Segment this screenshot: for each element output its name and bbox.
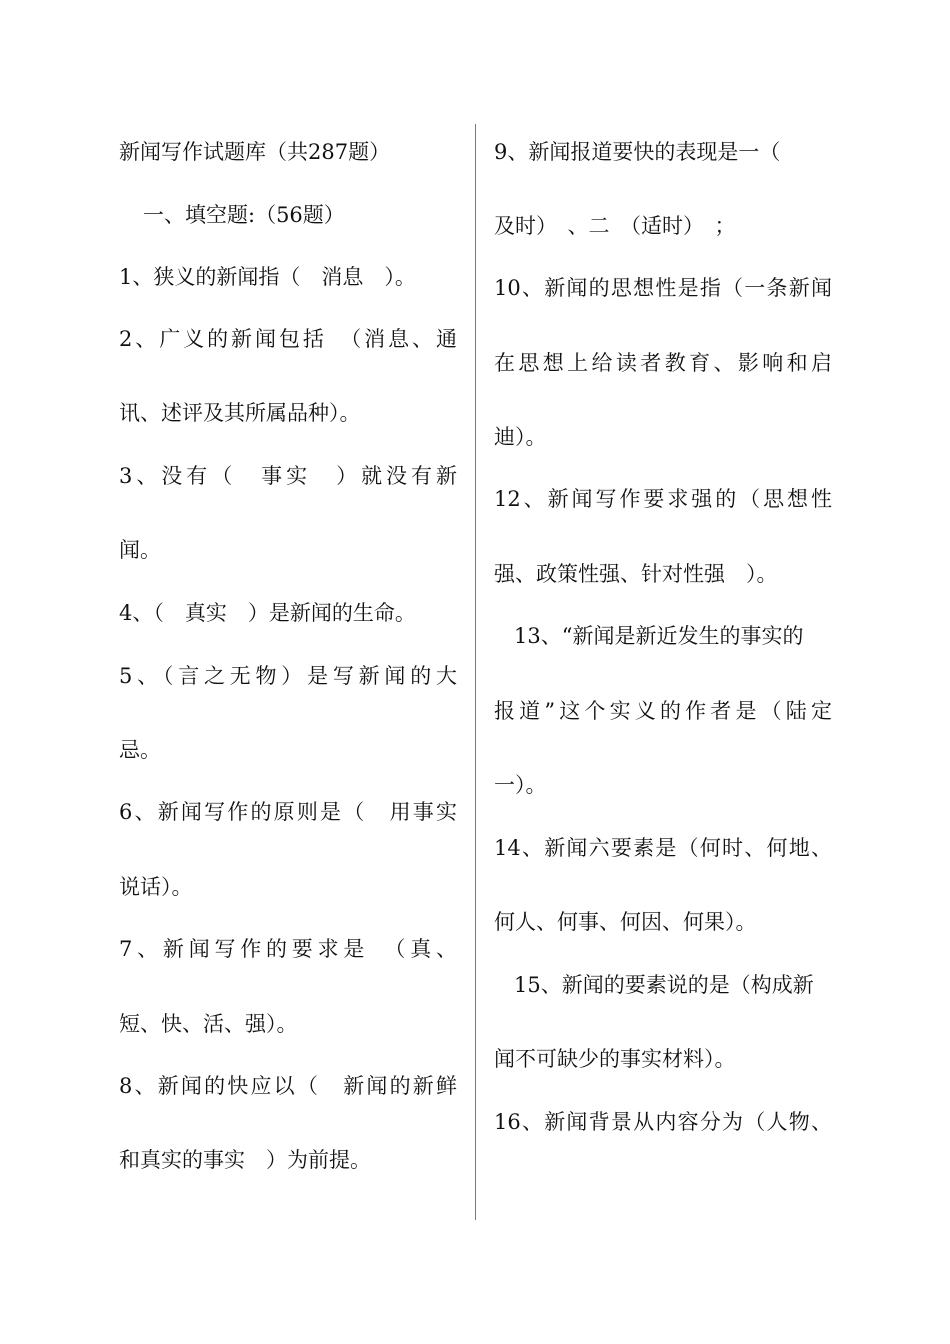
question-9-line-2: 及时） 、二 （适时） ； xyxy=(494,214,736,238)
question-5-line-2: 忌。 xyxy=(119,738,161,762)
question-13-line-3: 一）。 xyxy=(494,773,547,797)
question-7-line-2: 短、快、活、强）。 xyxy=(119,1012,298,1036)
question-3-line-2: 闻。 xyxy=(119,538,161,562)
question-15-line-1: 15、新闻的要素说的是（构成新 xyxy=(514,973,814,997)
question-14-line-2: 何人、何事、何因、何果）。 xyxy=(494,910,757,934)
question-7-line-1: 7、新闻写作的要求是 （真、 xyxy=(119,937,457,961)
question-10-line-1: 10、新闻的思想性是指（一条新闻 xyxy=(494,276,832,300)
question-6-line-2: 说话）。 xyxy=(119,875,193,899)
question-6-line-1: 6、新闻写作的原则是（ 用事实 xyxy=(119,800,457,824)
question-15-line-2: 闻不可缺少的事实材料）。 xyxy=(494,1047,736,1071)
question-9-line-1: 9、新闻报道要快的表现是一（ xyxy=(494,140,781,164)
section-heading: 一、填空题:（56题） xyxy=(143,203,345,227)
question-12-line-2: 强、政策性强、针对性强 ）。 xyxy=(494,562,778,586)
question-3-line-1: 3、没有（ 事实 ）就没有新 xyxy=(119,464,457,488)
question-12-line-1: 12、新闻写作要求强的（思想性 xyxy=(494,487,832,511)
question-1: 1、狭义的新闻指（ 消息 ）。 xyxy=(119,265,416,289)
question-5-line-1: 5、（言之无物）是写新闻的大 xyxy=(119,664,457,688)
question-10-line-3: 迪）。 xyxy=(494,425,547,449)
column-divider xyxy=(475,124,476,1220)
question-16-line-1: 16、新闻背景从内容分为（人物、 xyxy=(494,1110,832,1134)
question-10-line-2: 在思想上给读者教育、影响和启 xyxy=(494,351,832,375)
question-4: 4、（ 真实 ）是新闻的生命。 xyxy=(119,601,416,625)
question-13-line-2: 报道”这个实义的作者是（陆定 xyxy=(494,699,832,723)
question-8-line-1: 8、新闻的快应以（ 新闻的新鲜 xyxy=(119,1074,457,1098)
question-2-line-1: 2、广义的新闻包括 （消息、通 xyxy=(119,327,457,351)
question-8-line-2: 和真实的事实 ）为前提。 xyxy=(119,1148,371,1172)
document-title: 新闻写作试题库（共287题） xyxy=(119,140,391,164)
question-2-line-2: 讯、述评及其所属品种）。 xyxy=(119,401,361,425)
question-13-line-1: 13、“新闻是新近发生的事实的 xyxy=(514,624,804,648)
question-14-line-1: 14、新闻六要素是（何时、何地、 xyxy=(494,836,832,860)
